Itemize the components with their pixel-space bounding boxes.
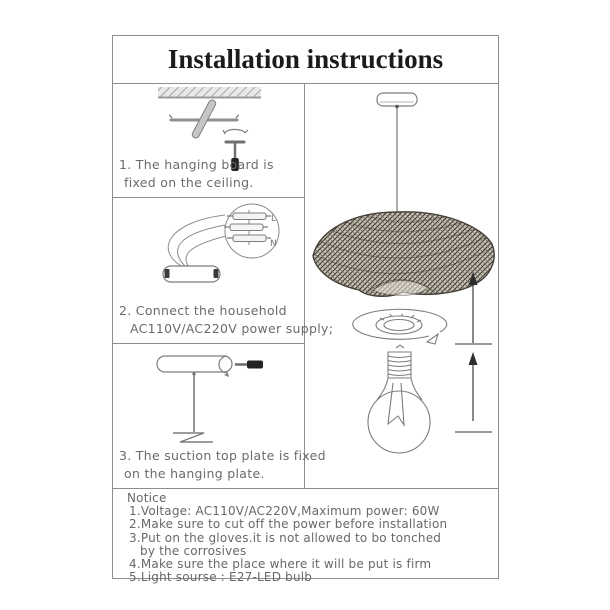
lamp-canopy-icon [377,93,417,108]
lamp-assembly-panel [305,84,498,488]
notice-line-5: 5.Light sourse : E27-LED bulb [129,570,313,585]
terminal-detail-circle [224,204,279,258]
title-bar [113,36,498,84]
step-1-caption [113,156,305,192]
notice-section [113,488,498,585]
ceiling-canopy-icon [163,266,220,282]
notice-line-1: 1.Voltage: AC110V/AC220V,Maximum power: 60W [129,504,440,519]
step-3-caption-line2: on the hanging plate. [124,466,265,481]
wires-to-terminal [168,215,226,270]
step-1-caption-line1: 1. The hanging board is [119,157,274,172]
outer-frame [112,35,499,585]
steps-column [113,84,334,488]
notice-line-4: 4.Make sure the place where it will be put is firm [129,557,432,572]
step-2-caption-line1: 2. Connect the household [119,303,287,318]
step-3-caption [113,447,326,483]
neutral-wire-label: N [270,239,277,249]
notice-line-2: 2.Make sure to cut off the power before installation [129,517,448,532]
step-3-panel [113,344,326,488]
socket-ring-icon [353,309,447,344]
ceiling-hatch-icon [158,87,261,98]
notice-line-3: 3.Put on the gloves.it is not allowed to bo tonched [129,530,442,545]
page-title: Installation instructions [167,44,444,74]
step-2-panel [113,198,334,344]
notice-line-3-cont: by the corrosives [140,543,247,558]
step-2-caption [113,302,334,338]
step-1-panel [113,84,305,198]
live-wire-label: L [271,214,277,224]
notice-heading: Notice [127,491,167,505]
rattan-shade-icon [309,212,495,296]
step-3-caption-line1: 3. The suction top plate is fixed [119,448,326,463]
light-bulb-icon [368,345,430,453]
lamp-assembly-illustration [305,84,498,488]
assembly-arrow-up-2 [455,352,492,432]
step-1-caption-line2: fixed on the ceiling. [124,175,254,190]
hanging-board-icon [169,99,239,139]
step-2-caption-line2: AC110V/AC220V power supply; [130,321,334,336]
hanging-rod-icon [173,375,213,442]
